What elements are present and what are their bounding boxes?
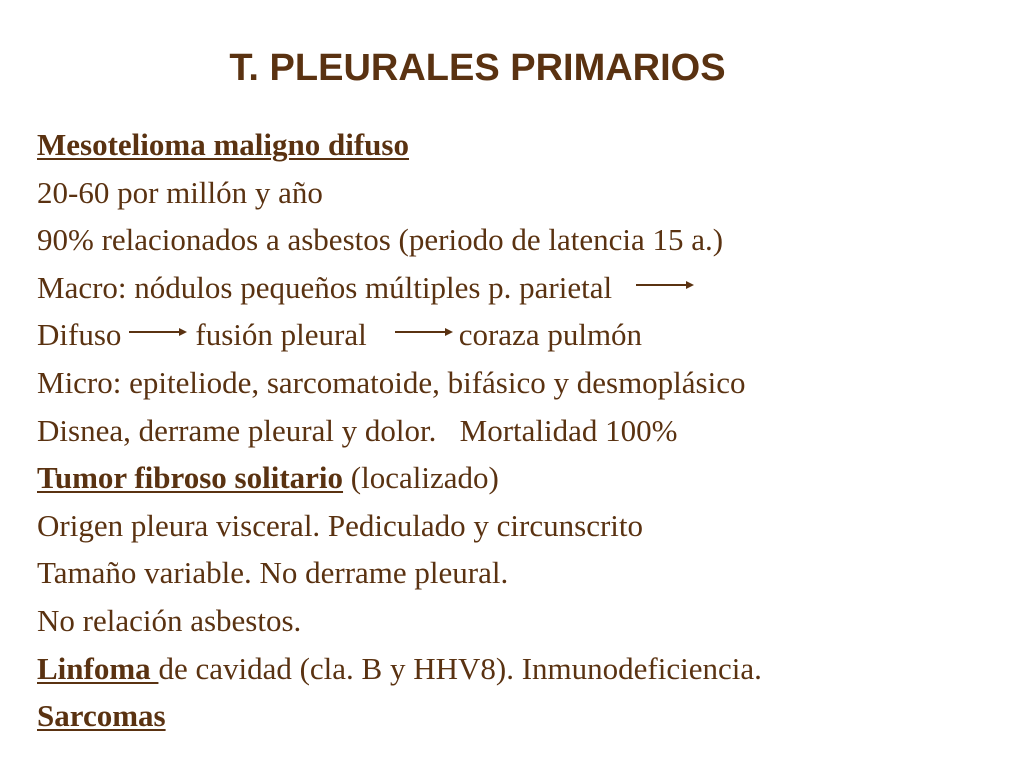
localizado-text: (localizado) [343,460,499,496]
fusion-pleural-text: fusión pleural [195,317,367,353]
incidence-text: 20-60 por millón y año [37,174,323,210]
line-difuso [37,311,1012,359]
line-tumor-heading [37,454,1012,502]
linfoma-text: de cavidad (cla. B y HHV8). Inmunodeficiencia. [158,650,762,686]
tamano-text: Tamaño variable. No derrame pleural. [37,555,509,591]
heading-sarcomas: Sarcomas [37,698,166,734]
heading-tumor-fibroso: Tumor fibroso solitario [37,460,344,496]
coraza-pulmon-text: coraza pulmón [458,317,643,353]
line-no-relacion [37,597,1012,645]
line-macro [37,264,1012,312]
asbestos-text: 90% relacionados a asbestos (periodo de latencia 15 a.) [37,222,724,258]
line-sarcomas [37,692,1012,740]
line-asbestos [37,216,1012,264]
right-arrow-icon [634,278,696,292]
line-origen [37,502,1012,550]
right-arrow-icon [127,325,189,339]
no-relacion-text: No relación asbestos. [37,602,302,638]
line-tamano [37,549,1012,597]
difuso-text: Difuso [37,317,122,353]
line-symptoms [37,407,1012,455]
heading-linfoma: Linfoma [37,650,159,686]
line-incidence [37,169,1012,217]
line-micro [37,359,1012,407]
line-mesotelioma-heading [37,121,1012,169]
micro-text: Micro: epiteliode, sarcomatoide, bifásico y desmoplásico [37,364,746,400]
symptoms-text: Disnea, derrame pleural y dolor. Mortalidad 100% [37,412,678,448]
slide-title: T. PLEURALES PRIMARIOS [229,47,726,89]
right-arrow-icon [393,325,455,339]
macro-text: Macro: nódulos pequeños múltiples p. parietal [37,269,613,305]
origen-text: Origen pleura visceral. Pediculado y circunscrito [37,507,643,543]
heading-mesotelioma: Mesotelioma maligno difuso [37,127,409,162]
slide-content [37,121,1012,740]
line-linfoma [37,645,1012,693]
